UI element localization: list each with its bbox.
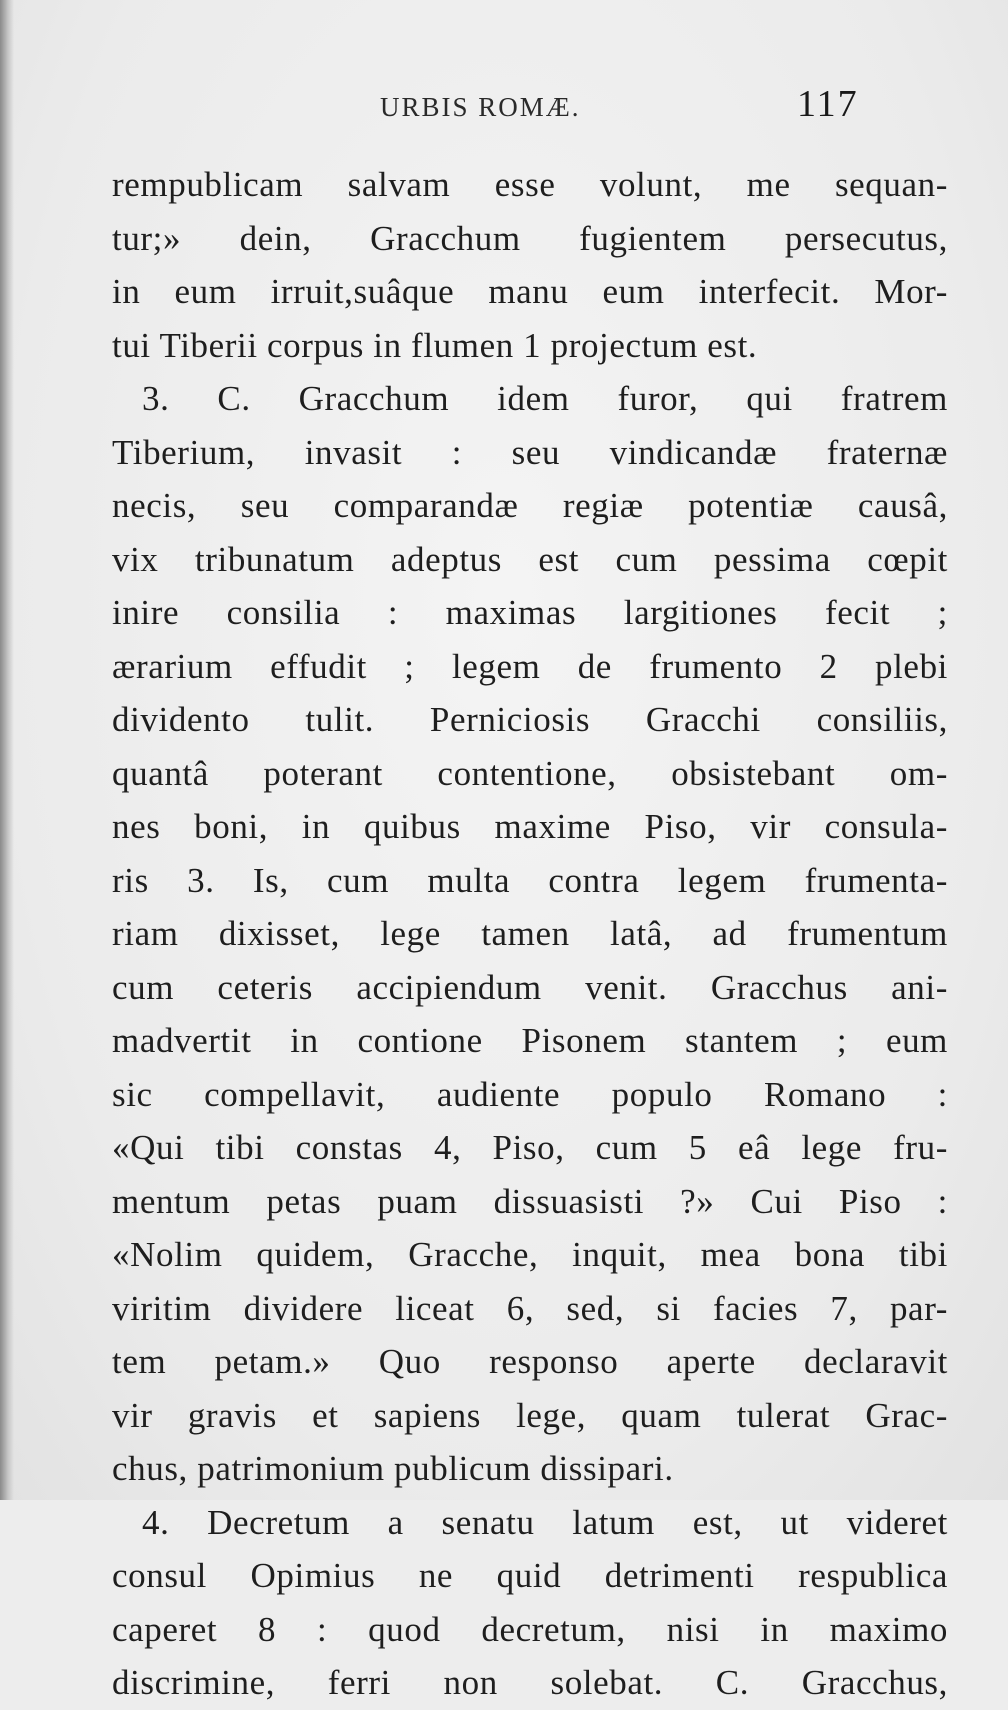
page-number: 117	[797, 83, 859, 125]
text-line: in eum irruit,suâque manu eum interfecit. Mor-	[112, 272, 948, 311]
text-line: necis, seu comparandæ regiæ potentiæ causâ,	[112, 486, 948, 525]
text-line: cum ceteris accipiendum venit. Gracchus ani-	[112, 967, 948, 1007]
text-line: nes boni, in quibus maxime Piso, vir consula-	[112, 807, 948, 846]
text-line: mentum petas puam dissuasisti ?» Cui Piso :	[112, 1181, 948, 1221]
text-line: riam dixisset, lege tamen latâ, ad frumentum	[112, 914, 948, 953]
text-line: sic compellavit, audiente populo Romano :	[112, 1074, 948, 1114]
text-line: madvertit in contione Pisonem stantem ; eum	[112, 1021, 948, 1060]
text-line: tem petam.» Quo responso aperte declaravit	[112, 1342, 948, 1381]
text-line: «Qui tibi constas 4, Piso, cum 5 eâ lege fru-	[112, 1128, 948, 1167]
text-line: rempublicam salvam esse volunt, me sequan-	[112, 165, 948, 204]
text-line: chus, patrimonium publicum dissipari.	[112, 1449, 674, 1488]
text-line: ærarium effudit ; legem de frumento 2 plebi	[112, 646, 948, 686]
paragraph-start-line: 4. Decretum a senatu latum est, ut videret	[142, 1502, 948, 1542]
text-line: Tiberium, invasit : seu vindicandæ fraternæ	[112, 432, 948, 472]
text-line: vir gravis et sapiens lege, quam tulerat Grac-	[112, 1395, 948, 1435]
text-line: vix tribunatum adeptus est cum pessima cœpit	[112, 539, 948, 579]
text-line: viritim dividere liceat 6, sed, si facies 7, par-	[112, 1288, 948, 1328]
text-line: caperet 8 : quod decretum, nisi in maximo	[112, 1609, 948, 1649]
text-line: «Nolim quidem, Gracche, inquit, mea bona tibi	[112, 1235, 948, 1274]
text-line: discrimine, ferri non solebat. C. Gracchus,	[112, 1663, 948, 1702]
body-text	[112, 158, 948, 1710]
text-line: dividento tulit. Perniciosis Gracchi consiliis,	[112, 700, 948, 739]
paragraph-start-line: 3. C. Gracchum idem furor, qui fratrem	[142, 379, 948, 418]
text-line: quantâ poterant contentione, obsistebant om-	[112, 753, 948, 793]
page-edge-shadow	[0, 0, 14, 1500]
text-line: inire consilia : maximas largitiones fecit ;	[112, 593, 948, 632]
running-head: URBIS ROMÆ.	[380, 92, 581, 122]
text-line: ris 3. Is, cum multa contra legem frumenta-	[112, 860, 948, 900]
text-line: tur;» dein, Gracchum fugientem persecutus,	[112, 218, 948, 258]
text-line: consul Opimius ne quid detrimenti respublica	[112, 1556, 948, 1595]
text-line: tui Tiberii corpus in flumen 1 projectum est.	[112, 325, 758, 365]
